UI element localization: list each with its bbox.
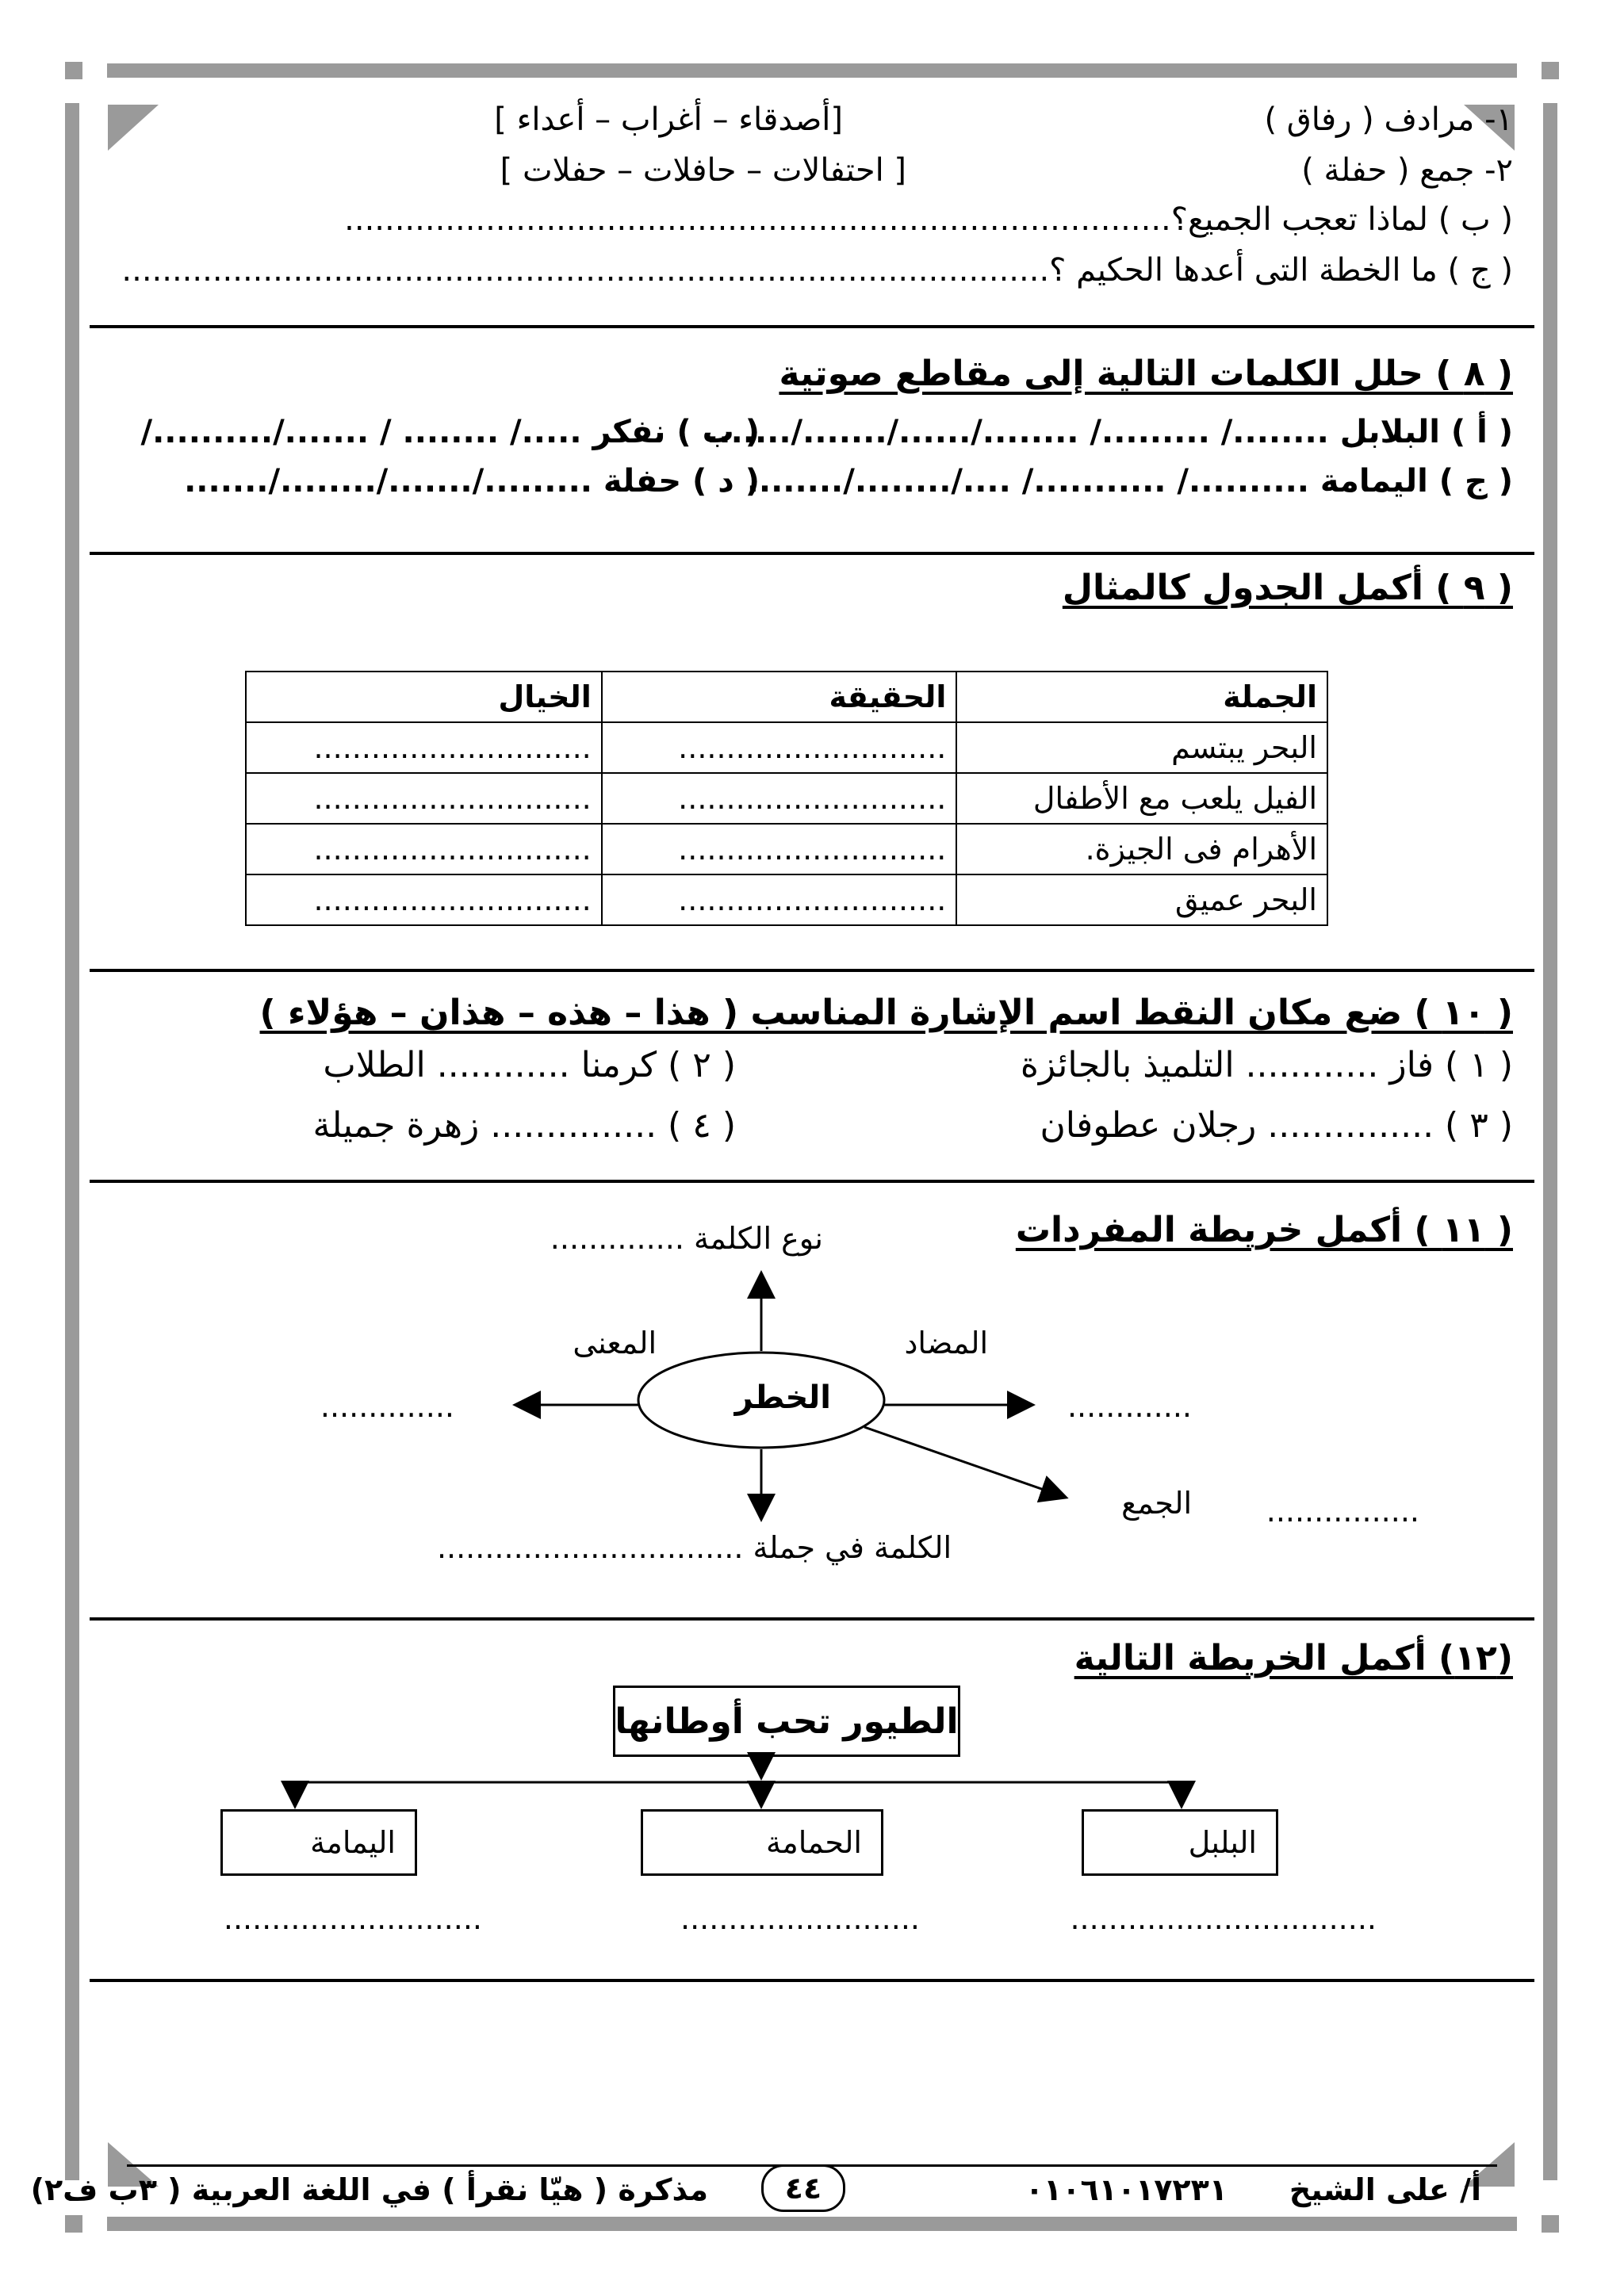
- q8-item-d: ( د ) حفلة ........./......./......../.......: [184, 463, 760, 499]
- q10-sentence-1: ( ١ ) فاز ............ التلميذ بالجائزة: [1020, 1045, 1513, 1085]
- q12-child-label: البلبل: [1188, 1825, 1257, 1860]
- q8-item-a: ( أ ) البلابل ......../ ........./ ......../....../......./.......: [707, 414, 1513, 450]
- q11-meaning-blank[interactable]: ..............: [320, 1389, 454, 1424]
- cell-fact-blank[interactable]: ............................: [602, 773, 957, 824]
- q7-plural-label: ٢- جمع ( حفلة ): [1301, 152, 1513, 189]
- cell-fiction-blank[interactable]: .............................: [246, 722, 602, 773]
- q11-opposite-label: المضاد: [904, 1326, 988, 1360]
- q7-synonym-options: [أصدقاء – أغراب – أعداء ]: [494, 101, 843, 138]
- cell-fact-blank[interactable]: ............................: [602, 824, 957, 874]
- footer-page-badge: [761, 2164, 845, 2212]
- footer-book-title: مذكرة ( هيّا نقرأ ) في اللغة العربية ( ٣ب ف٢): [30, 2172, 708, 2207]
- q12-child-label: الحمامة: [766, 1825, 862, 1860]
- q12-root-label: الطيور تحب أوطانها: [615, 1701, 959, 1742]
- q7-question-c: ( ج ) ما الخطة التى أعدها الحكيم ؟............................................................................................: [121, 252, 1513, 289]
- cell-fiction-blank[interactable]: .............................: [246, 874, 602, 925]
- header-fact: الحقيقة: [602, 672, 957, 722]
- q11-plural-blank[interactable]: ................: [1266, 1494, 1419, 1529]
- cell-sentence: البحر يبتسم: [956, 722, 1327, 773]
- q12-child-label: اليمامة: [310, 1825, 396, 1860]
- q11-sentence-label: الكلمة في جملة ................................: [436, 1530, 952, 1565]
- q11-plural-label: الجمع: [1121, 1486, 1192, 1521]
- q8-title: ( ٨ ) حلل الكلمات التالية إلى مقاطع صوتية: [779, 354, 1513, 394]
- section-divider: [90, 1979, 1534, 1982]
- q12-child-blank[interactable]: .........................: [680, 1901, 920, 1936]
- cell-fact-blank[interactable]: ............................: [602, 722, 957, 773]
- q10-sentence-3: ( ٣ ) ............... رجلان عطوفان: [1040, 1105, 1513, 1146]
- cell-fiction-blank[interactable]: .............................: [246, 773, 602, 824]
- q12-child-blank[interactable]: ................................: [1070, 1901, 1377, 1936]
- q7-synonym-label: ١- مرادف ( رفاق ): [1264, 101, 1513, 138]
- footer-page-number: ٤٤: [784, 2171, 822, 2206]
- cell-sentence: الفيل يلعب مع الأطفال: [956, 773, 1327, 824]
- header-sentence: الجملة: [956, 672, 1327, 722]
- q11-meaning-label: المعنى: [573, 1326, 657, 1360]
- q8-item-c: ( ج ) اليمامة ........../ .........../ ..../......../........: [746, 463, 1513, 499]
- q10-sentence-4: ( ٤ ) ............... زهرة جميلة: [312, 1105, 736, 1146]
- q10-sentence-2: ( ٢ ) كرمنا ............ الطلاب: [323, 1045, 736, 1085]
- q12-child-box: [220, 1809, 417, 1876]
- cell-sentence: البحر عميق: [956, 874, 1327, 925]
- q7-question-b: ( ب ) لماذا تعجب الجميع؟..................................................................................: [344, 201, 1513, 238]
- q10-title: ( ١٠ ) ضع مكان النقط اسم الإشارة المناسب ( هذا – هذه – هذان – هؤلاء ): [259, 993, 1513, 1033]
- cell-fact-blank[interactable]: ............................: [602, 874, 957, 925]
- q8-item-b: ( ب ) نفكر ...../ ........ / ......./........../: [140, 414, 760, 450]
- q12-child-box: [641, 1809, 883, 1876]
- q9-title: ( ٩ ) أكمل الجدول كالمثال: [1062, 568, 1513, 608]
- q12-child-box: [1082, 1809, 1278, 1876]
- cell-fiction-blank[interactable]: .............................: [246, 824, 602, 874]
- q12-child-blank[interactable]: ...........................: [223, 1901, 482, 1936]
- q11-opposite-blank[interactable]: .............: [1067, 1389, 1192, 1424]
- q11-type-label: نوع الكلمة ..............: [550, 1221, 823, 1256]
- q12-title: (١٢) أكمل الخريطة التالية: [1074, 1638, 1513, 1678]
- footer-teacher: أ/ على الشيخ: [1289, 2172, 1481, 2207]
- footer-phone: ٠١٠٦١٠١٧٢٣١: [1025, 2172, 1228, 2207]
- q7-plural-options: [ احتفالات – حافلات – حفلات ]: [500, 152, 906, 189]
- q11-title: ( ١١ ) أكمل خريطة المفردات: [1015, 1210, 1513, 1250]
- q11-center-word: الخطر: [734, 1380, 831, 1416]
- header-fiction: الخيال: [246, 672, 602, 722]
- cell-sentence: الأهرام فى الجيزة.: [956, 824, 1327, 874]
